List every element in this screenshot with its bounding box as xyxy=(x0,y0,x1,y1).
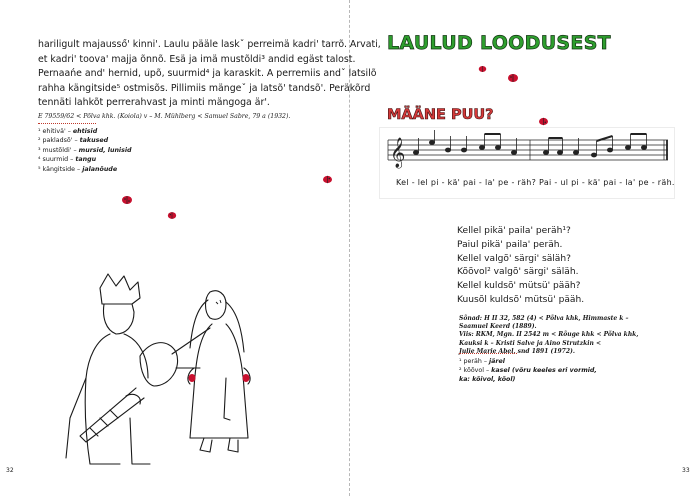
right-page xyxy=(350,0,700,496)
dotted-rule xyxy=(38,123,96,124)
footnote: ka: kõivol, kõol) xyxy=(459,375,516,383)
body-line: rahha kängitside⁵ ostmisõs. Pillimiis mängeˇ ja latsõ' tandsõ'. Peräkõrd xyxy=(38,82,371,94)
verse-line: Kõõvol² valgõ' särgi' säläh. xyxy=(457,267,579,278)
verse-line: Paiul pikä' paila' peräh. xyxy=(457,239,563,250)
verse-line: Kuusõl kuldsõ' mütsü' pääh. xyxy=(457,294,585,305)
footnote: ¹ ehitivä' – ehtisid xyxy=(38,128,98,135)
ladybug-icon xyxy=(478,65,487,73)
body-line: Pernaańe and' hernid, upõ, suurmid⁴ ja karaskit. A perremiis andˇ latsilõ xyxy=(38,68,377,80)
body-line: tennäti lahkõt perrerahvast ja minti mängoga är'. xyxy=(38,97,270,109)
footnote: ⁵ kängitside – jalanõude xyxy=(38,165,118,173)
source-line: Saamuel Keerd (1889). xyxy=(459,323,537,331)
song-verse xyxy=(457,225,584,308)
treble-clef-icon: 𝄞 xyxy=(390,138,406,168)
sheet-music xyxy=(380,128,674,198)
source-line: Julie Marie Abel, snd 1891 (1972). xyxy=(459,347,575,355)
body-text xyxy=(38,38,381,111)
footnote: ² kõõvol – kasel (võru keeles eri vormid, xyxy=(459,366,597,374)
page-number: 32 xyxy=(6,467,14,474)
source-line: Sõnad: H II 32, 582 (4) < Põlva khk, Himmaste k – xyxy=(459,315,629,322)
verse-line: Kellel kuldsõ' mütsü' pääh? xyxy=(457,281,581,292)
footnote: ⁴ suurmid – tangu xyxy=(38,156,97,164)
source-citation: E 79559/62 < Põlva khk. (Koiola) v – M. Mühlberg < Samuel Sabre, 79 a (1932). xyxy=(38,113,291,120)
song-title: MÄÄNE PUU? xyxy=(387,107,494,123)
source-line: Viis: RKM, Mgn. II 2542 m < Rõuge khk < Põlva khk, xyxy=(459,331,639,339)
footnote: ³ mustõldi' – mursid, lunisid xyxy=(38,146,132,154)
ladybug-icon xyxy=(322,175,333,184)
page-number: 33 xyxy=(682,467,690,474)
source-line: Kauksi k – Kristi Salve ja Aino Strutzkin < xyxy=(459,339,602,347)
footnotes xyxy=(38,127,132,174)
footnote: ¹ peräh – järel xyxy=(459,358,505,365)
footnote: ² pakladsõ' – takused xyxy=(38,137,109,145)
section-title: LAULUD LOODUSEST xyxy=(387,32,611,54)
body-line: hariligult majausső' kinni'. Laulu pääle laskˇ perreimä kadri' tarrõ. Arvati, xyxy=(38,39,381,50)
music-staff xyxy=(380,128,674,174)
footnotes xyxy=(459,358,597,384)
dotted-rule xyxy=(459,353,517,354)
verse-line: Kellel pikä' paila' peräh¹? xyxy=(457,226,571,236)
song-sources xyxy=(459,315,638,356)
ladybug-icon xyxy=(507,73,519,83)
verse-line: Kellel valgõ' särgi' säläh? xyxy=(457,253,571,264)
score-lyrics: Kel - lel pi - kä' pai - la' pe - räh? Pai - ul pi - kä' pai - la' pe - räh. xyxy=(396,178,675,187)
bagpiper-illustration xyxy=(60,268,280,468)
body-line: et kadri' toova' majja õnnõ. Esä ja imä mustõldi³ andid egäst talost. xyxy=(38,53,356,65)
ladybug-icon xyxy=(538,117,549,126)
ladybug-icon xyxy=(167,211,177,220)
ladybug-icon xyxy=(121,195,133,205)
